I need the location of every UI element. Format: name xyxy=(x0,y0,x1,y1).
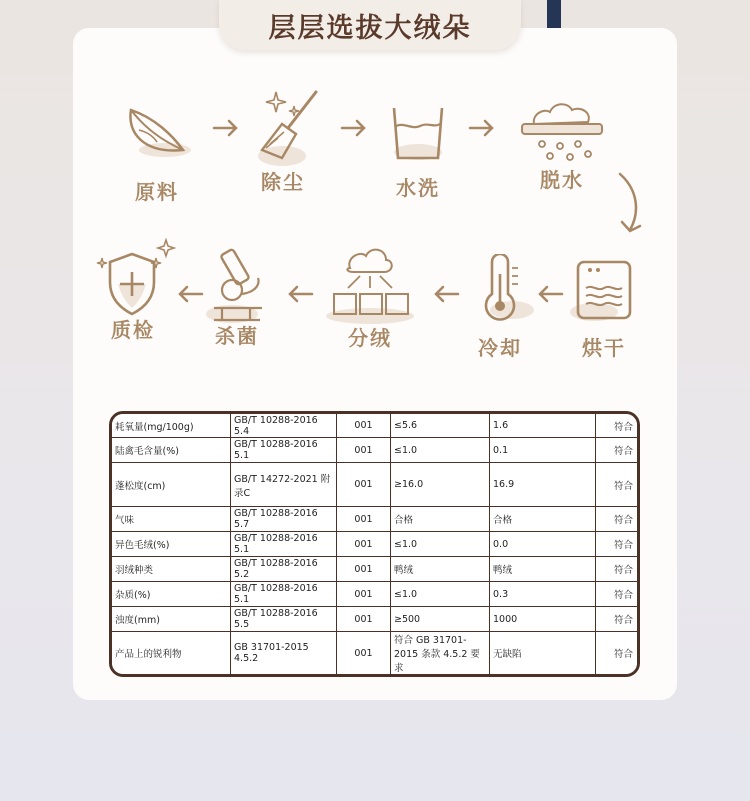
table-cell: 蓬松度(cm) xyxy=(112,463,231,507)
table-cell: ≤1.0 xyxy=(391,438,490,463)
step-label: 分绒 xyxy=(348,326,392,350)
table-cell: GB/T 10288-2016 5.1 xyxy=(231,438,337,463)
table-row xyxy=(112,557,637,582)
shield-check-icon xyxy=(88,238,178,320)
table-cell: GB/T 10288-2016 5.1 xyxy=(231,532,337,557)
table-cell: ≤5.6 xyxy=(391,414,490,438)
broom-icon xyxy=(238,88,328,170)
step-quality-check xyxy=(68,238,198,343)
step-label: 脱水 xyxy=(540,168,584,192)
table-row xyxy=(112,607,637,632)
table-row xyxy=(112,438,637,463)
arrow-left-icon xyxy=(432,284,460,304)
table-cell: GB/T 14272-2021 附录C xyxy=(231,463,337,507)
table-cell: 001 xyxy=(337,438,391,463)
table-cell: 001 xyxy=(337,414,391,438)
test-results-table xyxy=(109,411,640,677)
table-cell: 鸭绒 xyxy=(391,557,490,582)
table-cell: 0.3 xyxy=(490,582,596,607)
table-cell: GB 31701-2015 4.5.2 xyxy=(231,632,337,674)
table-cell: 16.9 xyxy=(490,463,596,507)
step-label: 烘干 xyxy=(582,336,626,360)
table-cell: 异色毛绒(%) xyxy=(112,532,231,557)
step-washing xyxy=(353,102,483,201)
table-row xyxy=(112,632,637,674)
table-cell: GB/T 10288-2016 5.1 xyxy=(231,582,337,607)
table-cell: ≤1.0 xyxy=(391,532,490,557)
step-raw-material xyxy=(92,98,222,205)
step-label: 冷却 xyxy=(478,336,522,360)
table-cell: 001 xyxy=(337,507,391,532)
microscope-icon xyxy=(192,244,282,328)
table-cell: 羽绒种类 xyxy=(112,557,231,582)
thermometer-icon xyxy=(460,254,540,326)
table-cell: 符合 xyxy=(596,607,637,632)
table-cell: 合格 xyxy=(391,507,490,532)
title-banner xyxy=(219,0,521,50)
step-label: 除尘 xyxy=(261,170,305,194)
table-cell: ≥16.0 xyxy=(391,463,490,507)
table-cell: 浊度(mm) xyxy=(112,607,231,632)
step-label: 水洗 xyxy=(396,176,440,200)
background-decoration xyxy=(547,0,561,28)
table-cell: 杂质(%) xyxy=(112,582,231,607)
step-dust-removal xyxy=(218,88,348,195)
oven-icon xyxy=(564,256,644,326)
table-row xyxy=(112,463,637,507)
table-cell: 陆禽毛含量(%) xyxy=(112,438,231,463)
table-cell: GB/T 10288-2016 5.7 xyxy=(231,507,337,532)
table-cell: 001 xyxy=(337,582,391,607)
table-cell: 001 xyxy=(337,463,391,507)
step-cooling xyxy=(435,254,565,361)
table-cell: GB/T 10288-2016 5.4 xyxy=(231,414,337,438)
table-cell: ≤1.0 xyxy=(391,582,490,607)
table-cell: 符合 xyxy=(596,507,637,532)
water-cup-icon xyxy=(378,102,458,166)
table-cell: 001 xyxy=(337,632,391,674)
page-title: 层层选拔大绒朵 xyxy=(268,12,472,44)
table-cell: 符合 xyxy=(596,582,637,607)
step-dehydrate xyxy=(497,94,627,193)
table-row xyxy=(112,532,637,557)
table-cell: 耗氧量(mg/100g) xyxy=(112,414,231,438)
table-cell: 产品上的锐利物 xyxy=(112,632,231,674)
table-cell: 符合 GB 31701-2015 条款 4.5.2 要求 xyxy=(391,632,490,674)
table-row xyxy=(112,582,637,607)
table-cell: 符合 xyxy=(596,463,637,507)
table-cell: 0.1 xyxy=(490,438,596,463)
table-cell: 1000 xyxy=(490,607,596,632)
table-cell: 001 xyxy=(337,532,391,557)
step-label: 杀菌 xyxy=(215,324,259,348)
table-cell: 符合 xyxy=(596,632,637,674)
table-cell: 001 xyxy=(337,557,391,582)
table-row xyxy=(112,507,637,532)
dehydrate-icon xyxy=(514,94,610,166)
feather-icon xyxy=(117,98,197,170)
step-label: 原料 xyxy=(135,180,179,204)
table-cell: 符合 xyxy=(596,557,637,582)
table-cell: GB/T 10288-2016 5.2 xyxy=(231,557,337,582)
table-cell: 无缺陷 xyxy=(490,632,596,674)
table-cell: 合格 xyxy=(490,507,596,532)
table-cell: 符合 xyxy=(596,414,637,438)
table-cell: 符合 xyxy=(596,532,637,557)
table-cell: GB/T 10288-2016 5.5 xyxy=(231,607,337,632)
table-cell: ≥500 xyxy=(391,607,490,632)
table-row xyxy=(112,414,637,438)
step-label: 质检 xyxy=(111,318,155,342)
sorting-icon xyxy=(320,240,420,326)
arrow-right-icon xyxy=(468,118,496,138)
table-cell: 符合 xyxy=(596,438,637,463)
table-cell: 气味 xyxy=(112,507,231,532)
arrow-curve-down-icon xyxy=(612,170,646,236)
table-cell: 001 xyxy=(337,607,391,632)
step-sorting xyxy=(305,240,435,351)
table-cell: 鸭绒 xyxy=(490,557,596,582)
table-cell: 1.6 xyxy=(490,414,596,438)
table-cell: 0.0 xyxy=(490,532,596,557)
